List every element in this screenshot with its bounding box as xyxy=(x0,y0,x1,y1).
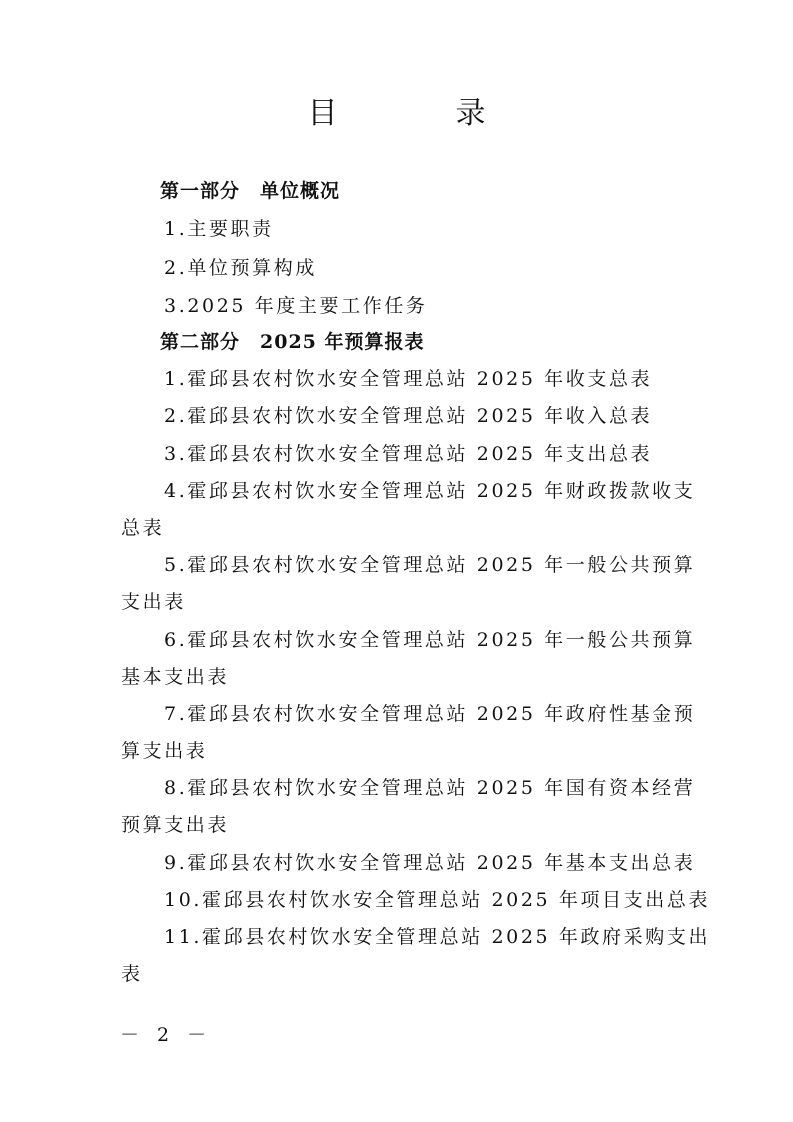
toc-item: 1.主要职责 xyxy=(164,218,274,240)
toc-item: 6.霍邱县农村饮水安全管理总站 2025 年一般公共预算 xyxy=(164,629,696,651)
toc-item-continuation: 支出表 xyxy=(121,591,186,613)
section-heading-part-one: 第一部分 单位概况 xyxy=(160,180,341,202)
toc-item: 3.霍邱县农村饮水安全管理总站 2025 年支出总表 xyxy=(164,443,653,465)
toc-item: 4.霍邱县农村饮水安全管理总站 2025 年财政拨款收支 xyxy=(164,480,696,502)
toc-item-continuation: 总表 xyxy=(121,517,165,539)
toc-item: 10.霍邱县农村饮水安全管理总站 2025 年项目支出总表 xyxy=(164,889,711,911)
toc-item-continuation: 表 xyxy=(121,963,143,985)
toc-item: 2.霍邱县农村饮水安全管理总站 2025 年收入总表 xyxy=(164,405,653,427)
toc-item: 2.单位预算构成 xyxy=(164,257,317,279)
section-heading-part-two: 第二部分 2025 年预算报表 xyxy=(160,331,425,353)
toc-item: 3.2025 年度主要工作任务 xyxy=(164,295,428,317)
toc-item: 8.霍邱县农村饮水安全管理总站 2025 年国有资本经营 xyxy=(164,777,696,799)
toc-item: 7.霍邱县农村饮水安全管理总站 2025 年政府性基金预 xyxy=(164,703,696,725)
toc-item: 11.霍邱县农村饮水安全管理总站 2025 年政府采购支出 xyxy=(164,926,711,948)
page-number: － 2 － xyxy=(120,1024,213,1046)
toc-item-continuation: 基本支出表 xyxy=(121,666,230,688)
toc-item: 1.霍邱县农村饮水安全管理总站 2025 年收支总表 xyxy=(164,368,653,390)
toc-item: 5.霍邱县农村饮水安全管理总站 2025 年一般公共预算 xyxy=(164,554,696,576)
page-title: 目 录 xyxy=(307,96,530,131)
toc-item: 9.霍邱县农村饮水安全管理总站 2025 年基本支出总表 xyxy=(164,852,696,874)
toc-item-continuation: 预算支出表 xyxy=(121,814,230,836)
toc-item-continuation: 算支出表 xyxy=(121,740,208,762)
